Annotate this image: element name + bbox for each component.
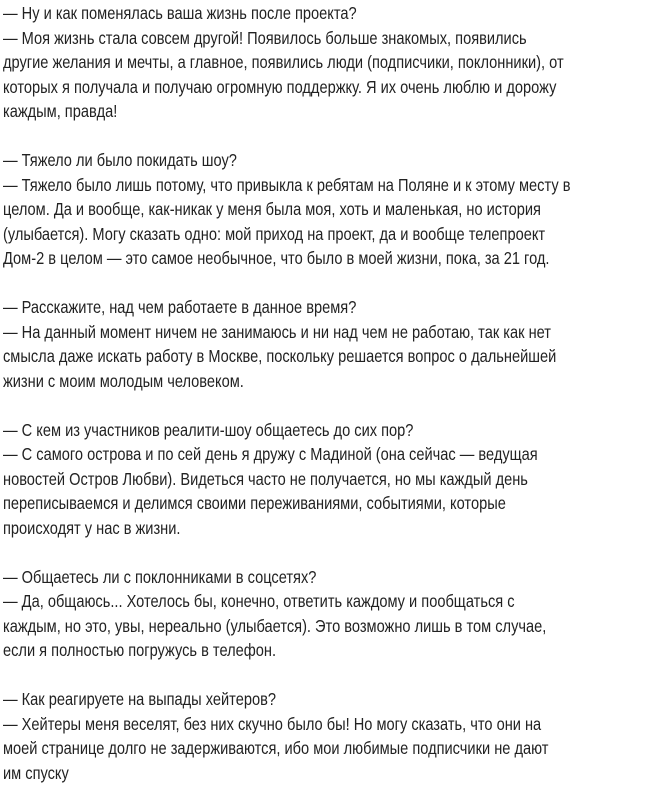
question: — Как реагируете на выпады хейтеров?: [3, 689, 276, 709]
answer-line: Дом-2 в целом — это самое необычное, что было в моей жизни, пока, за 21 год.: [3, 248, 550, 268]
question: — Расскажите, над чем работаете в данное время?: [3, 297, 357, 317]
answer-line: происходят у нас в жизни.: [3, 517, 181, 538]
answer-line: жизни с моим молодым человеком.: [3, 370, 244, 391]
answer-line: моей странице долго не задерживаются, ибо мои любимые подписчики не дают: [3, 738, 549, 758]
answer-line: — С самого острова и по сей день я дружу с Мадиной (она сейчас — ведущая: [3, 444, 538, 464]
interview-text: [3, 1, 670, 810]
qa-block: [3, 565, 670, 663]
answer-line: смысла даже искать работу в Москве, поскольку решается вопрос о дальнейшей: [3, 346, 557, 366]
answer-line: каждым, правда!: [3, 101, 118, 121]
qa-block: [3, 148, 670, 271]
answer-line: — Моя жизнь стала совсем другой! Появилось больше знакомых, появились: [3, 27, 527, 48]
question: — С кем из участников реалити-шоу общаетесь до сих пор?: [3, 419, 414, 440]
answer-line: целом. Да и вообще, как-никак у меня была моя, хоть и маленькая, но история: [3, 199, 541, 219]
qa-block: [3, 295, 670, 393]
answer-line: другие желания и мечты, а главное, появились люди (подписчики, поклонники), от: [3, 52, 564, 72]
question: — Ну и как поменялась ваша жизнь после проекта?: [3, 3, 357, 23]
qa-block: [3, 1, 670, 124]
answer-line: новостей Остров Любви). Видеться часто не получается, но мы каждый день: [3, 468, 528, 489]
qa-block: [3, 418, 670, 541]
answer-line: переписываемся и делимся своими переживаниями, событиями, которые: [3, 493, 506, 513]
answer-line: — На данный момент ничем не занимаюсь и ни над чем не работаю, так как нет: [3, 321, 551, 342]
qa-block: [3, 687, 670, 785]
answer-line: которых я получала и получаю огромную поддержку. Я их очень люблю и дорожу: [3, 76, 557, 97]
question: — Общаетесь ли с поклонниками в соцсетях?: [3, 566, 317, 587]
answer-line: каждым, но это, увы, нереально (улыбается). Это возможно лишь в том случае,: [3, 615, 547, 636]
answer-line: (улыбается). Могу сказать одно: мой приход на проект, да и вообще телепроект: [3, 223, 546, 244]
question: — Тяжело ли было покидать шоу?: [3, 150, 237, 170]
answer-line: — Да, общаюсь... Хотелось бы, конечно, ответить каждому и пообщаться с: [3, 591, 515, 611]
answer-line: — Тяжело было лишь потому, что привыкла к ребятам на Поляне и к этому месту в: [3, 174, 571, 195]
answer-line: им спуску: [3, 762, 69, 783]
answer-line: если я полностью погружусь в телефон.: [3, 640, 277, 660]
answer-line: — Хейтеры меня веселят, без них скучно было бы! Но могу сказать, что они на: [3, 713, 542, 734]
